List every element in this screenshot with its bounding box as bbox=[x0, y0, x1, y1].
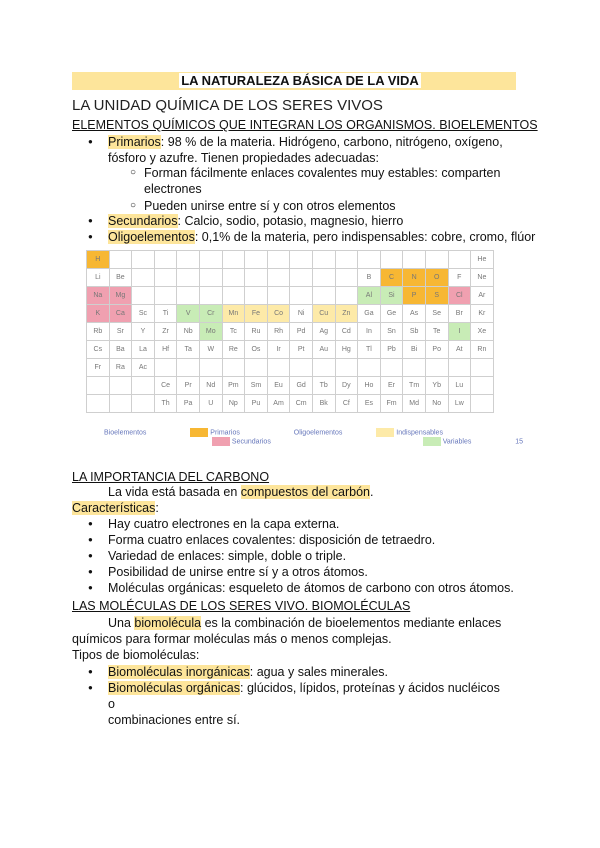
periodic-table-row bbox=[87, 287, 494, 305]
legend-swatch-variables bbox=[423, 437, 441, 446]
element-cell: V bbox=[177, 305, 200, 323]
empty-cell bbox=[312, 287, 335, 305]
element-cell: Ga bbox=[358, 305, 381, 323]
empty-cell bbox=[358, 359, 381, 377]
periodic-table-row bbox=[87, 269, 494, 287]
primarios-text: : 98 % de la materia. Hidrógeno, carbono, nitrógeno, oxígeno, fósforo y azufre. Tienen propiedades adecuadas: bbox=[108, 135, 503, 165]
empty-cell bbox=[312, 269, 335, 287]
empty-cell bbox=[199, 251, 222, 269]
empty-cell bbox=[245, 359, 268, 377]
empty-cell bbox=[132, 287, 155, 305]
empty-cell bbox=[199, 359, 222, 377]
element-cell: Rb bbox=[87, 323, 110, 341]
element-cell: Mn bbox=[222, 305, 245, 323]
secundarios-text: : Calcio, sodio, potasio, magnesio, hierro bbox=[177, 214, 404, 228]
empty-cell bbox=[154, 251, 177, 269]
element-cell: Th bbox=[154, 395, 177, 413]
element-cell: Tl bbox=[358, 341, 381, 359]
empty-cell bbox=[403, 359, 426, 377]
element-cell: Fm bbox=[380, 395, 403, 413]
element-cell: Ca bbox=[109, 305, 132, 323]
empty-cell bbox=[177, 359, 200, 377]
element-cell: Ra bbox=[109, 359, 132, 377]
carbono-intro-pre: La vida está basada en bbox=[108, 485, 241, 499]
element-cell: As bbox=[403, 305, 426, 323]
element-cell: Lw bbox=[448, 395, 471, 413]
periodic-table bbox=[86, 250, 494, 413]
section-heading-carbono: LA IMPORTANCIA DEL CARBONO bbox=[72, 470, 270, 484]
empty-cell bbox=[290, 287, 313, 305]
element-cell: U bbox=[199, 395, 222, 413]
element-cell: Tm bbox=[403, 377, 426, 395]
element-cell: K bbox=[87, 305, 110, 323]
legend-variables: Variables bbox=[442, 438, 472, 446]
primarios-label: Primarios bbox=[108, 135, 161, 149]
empty-cell bbox=[199, 287, 222, 305]
element-cell: H bbox=[87, 251, 110, 269]
element-cell: Bi bbox=[403, 341, 426, 359]
periodic-table-row bbox=[87, 395, 494, 413]
element-cell: Al bbox=[358, 287, 381, 305]
legend-swatch-secundarios bbox=[212, 437, 230, 446]
element-cell: Eu bbox=[267, 377, 290, 395]
element-cell: Ti bbox=[154, 305, 177, 323]
element-cell: Pb bbox=[380, 341, 403, 359]
carbono-intro-highlight: compuestos del carbón bbox=[240, 485, 370, 499]
page-title: LA NATURALEZA BÁSICA DE LA VIDA bbox=[181, 73, 419, 88]
element-cell: Mg bbox=[109, 287, 132, 305]
element-cell: Fe bbox=[245, 305, 268, 323]
element-cell: Hg bbox=[335, 341, 358, 359]
element-cell: W bbox=[199, 341, 222, 359]
inorganicas-label: Biomoléculas inorgánicas bbox=[108, 665, 250, 679]
empty-cell bbox=[267, 287, 290, 305]
inorganicas-text: : agua y sales minerales. bbox=[249, 665, 389, 679]
element-cell: Ar bbox=[471, 287, 494, 305]
legend-oligoelementos: Oligoelementos bbox=[293, 429, 343, 437]
element-cell: Pd bbox=[290, 323, 313, 341]
empty-cell bbox=[403, 251, 426, 269]
element-cell: Xe bbox=[471, 323, 494, 341]
empty-cell bbox=[245, 251, 268, 269]
list-item-organicas bbox=[90, 680, 510, 728]
tipos-biomoleculas: Tipos de biomoléculas: bbox=[72, 648, 200, 662]
element-cell: Md bbox=[403, 395, 426, 413]
element-cell: Ba bbox=[109, 341, 132, 359]
element-cell: Co bbox=[267, 305, 290, 323]
legend-swatch-primarios bbox=[190, 428, 208, 437]
empty-cell bbox=[245, 287, 268, 305]
empty-cell bbox=[267, 251, 290, 269]
empty-cell bbox=[312, 251, 335, 269]
empty-cell bbox=[267, 359, 290, 377]
oligo-label: Oligoelementos bbox=[108, 230, 195, 244]
element-cell: Sr bbox=[109, 323, 132, 341]
empty-cell bbox=[335, 287, 358, 305]
empty-cell bbox=[154, 359, 177, 377]
element-cell: Pr bbox=[177, 377, 200, 395]
list-item-primarios bbox=[90, 134, 530, 166]
empty-cell bbox=[199, 269, 222, 287]
organicas-label: Biomoléculas orgánicas bbox=[108, 681, 241, 695]
organicas-text: : glúcidos, lípidos, proteínas y ácidos nucléicos o bbox=[108, 681, 500, 711]
legend-bioelementos: Bioelementos bbox=[104, 429, 147, 437]
element-cell: Sb bbox=[403, 323, 426, 341]
empty-cell bbox=[177, 287, 200, 305]
empty-cell bbox=[448, 359, 471, 377]
carbono-intro-post: . bbox=[370, 485, 374, 499]
element-cell: Po bbox=[425, 341, 448, 359]
element-cell: He bbox=[471, 251, 494, 269]
element-cell: Ne bbox=[471, 269, 494, 287]
element-cell: Sn bbox=[380, 323, 403, 341]
element-cell: Os bbox=[245, 341, 268, 359]
biomolecula-pre: Una bbox=[108, 616, 135, 630]
element-cell: Ni bbox=[290, 305, 313, 323]
element-cell: Tc bbox=[222, 323, 245, 341]
element-cell: Li bbox=[87, 269, 110, 287]
element-cell: Zr bbox=[154, 323, 177, 341]
element-cell: Si bbox=[380, 287, 403, 305]
secundarios-label: Secundarios bbox=[108, 214, 178, 228]
periodic-table-row bbox=[87, 359, 494, 377]
biomolecula-paragraph-line2: químicos para formar moléculas más o menos complejas. bbox=[72, 632, 392, 646]
empty-cell bbox=[154, 287, 177, 305]
empty-cell bbox=[380, 359, 403, 377]
element-cell: Pm bbox=[222, 377, 245, 395]
list-item: ● Moléculas orgánicas: esqueleto de átomos de carbono con otros átomos. bbox=[90, 580, 514, 596]
empty-cell bbox=[471, 377, 494, 395]
empty-cell bbox=[290, 269, 313, 287]
empty-cell bbox=[312, 359, 335, 377]
element-cell: Tb bbox=[312, 377, 335, 395]
empty-cell bbox=[471, 359, 494, 377]
list-item-oligoelementos bbox=[90, 229, 535, 245]
legend-primarios: Primarios bbox=[210, 429, 240, 437]
element-cell: Cf bbox=[335, 395, 358, 413]
legend-swatch-indispensables bbox=[376, 428, 394, 437]
organicas-text-cont: combinaciones entre sí. bbox=[108, 713, 241, 727]
sub-item-unirse: ○ Pueden unirse entre sí y con otros elementos bbox=[130, 198, 396, 214]
element-cell: Lu bbox=[448, 377, 471, 395]
empty-cell bbox=[222, 287, 245, 305]
empty-cell bbox=[109, 251, 132, 269]
element-cell: F bbox=[448, 269, 471, 287]
empty-cell bbox=[132, 269, 155, 287]
element-cell: In bbox=[358, 323, 381, 341]
list-item-inorganicas bbox=[90, 664, 388, 680]
empty-cell bbox=[222, 251, 245, 269]
empty-cell bbox=[335, 359, 358, 377]
element-cell: At bbox=[448, 341, 471, 359]
element-cell: Am bbox=[267, 395, 290, 413]
element-cell: Pt bbox=[290, 341, 313, 359]
page-number: 15 bbox=[515, 438, 524, 446]
periodic-table-legend bbox=[104, 428, 523, 446]
element-cell: La bbox=[132, 341, 155, 359]
element-cell: Dy bbox=[335, 377, 358, 395]
element-cell: Ce bbox=[154, 377, 177, 395]
element-cell: Te bbox=[425, 323, 448, 341]
element-cell: Rn bbox=[471, 341, 494, 359]
element-cell: Mo bbox=[199, 323, 222, 341]
legend-secundarios: Secundarios bbox=[231, 438, 271, 446]
element-cell: Ho bbox=[358, 377, 381, 395]
empty-cell bbox=[358, 251, 381, 269]
section-heading-bioelementos: ELEMENTOS QUÍMICOS QUE INTEGRAN LOS ORGANISMOS. BIOELEMENTOS bbox=[72, 118, 538, 132]
periodic-table-row bbox=[87, 251, 494, 269]
empty-cell bbox=[109, 395, 132, 413]
caracteristicas-colon: : bbox=[155, 501, 159, 515]
element-cell: Kr bbox=[471, 305, 494, 323]
empty-cell bbox=[87, 395, 110, 413]
empty-cell bbox=[267, 269, 290, 287]
empty-cell bbox=[132, 377, 155, 395]
list-item: ● Hay cuatro electrones en la capa externa. bbox=[90, 516, 339, 532]
element-cell: Be bbox=[109, 269, 132, 287]
element-cell: Sc bbox=[132, 305, 155, 323]
element-cell: Br bbox=[448, 305, 471, 323]
empty-cell bbox=[425, 359, 448, 377]
empty-cell bbox=[425, 251, 448, 269]
element-cell: Pu bbox=[245, 395, 268, 413]
biomolecula-highlight: biomolécula bbox=[134, 616, 202, 630]
element-cell: Au bbox=[312, 341, 335, 359]
element-cell: Gd bbox=[290, 377, 313, 395]
element-cell: Ir bbox=[267, 341, 290, 359]
empty-cell bbox=[335, 269, 358, 287]
element-cell: B bbox=[358, 269, 381, 287]
element-cell: Pa bbox=[177, 395, 200, 413]
element-cell: S bbox=[425, 287, 448, 305]
empty-cell bbox=[290, 359, 313, 377]
legend-indispensables: Indispensables bbox=[396, 429, 443, 437]
periodic-table-row bbox=[87, 305, 494, 323]
empty-cell bbox=[154, 269, 177, 287]
list-item: ● Forma cuatro enlaces covalentes: disposición de tetraedro. bbox=[90, 532, 435, 548]
caracteristicas-text: Características bbox=[72, 501, 156, 515]
element-cell: Ge bbox=[380, 305, 403, 323]
empty-cell bbox=[222, 359, 245, 377]
element-cell: N bbox=[403, 269, 426, 287]
element-cell: Zn bbox=[335, 305, 358, 323]
periodic-table-row bbox=[87, 377, 494, 395]
sub-item-enlaces: ○ Forman fácilmente enlaces covalentes muy estables: comparten electrones bbox=[130, 165, 524, 197]
element-cell: Ag bbox=[312, 323, 335, 341]
element-cell: Ac bbox=[132, 359, 155, 377]
empty-cell bbox=[471, 395, 494, 413]
carbono-intro bbox=[108, 485, 373, 499]
empty-cell bbox=[335, 251, 358, 269]
element-cell: Cu bbox=[312, 305, 335, 323]
subtitle: LA UNIDAD QUÍMICA DE LOS SERES VIVOS bbox=[72, 97, 383, 114]
element-cell: Sm bbox=[245, 377, 268, 395]
element-cell: Nd bbox=[199, 377, 222, 395]
element-cell: Y bbox=[132, 323, 155, 341]
element-cell: Cr bbox=[199, 305, 222, 323]
element-cell: C bbox=[380, 269, 403, 287]
element-cell: Hf bbox=[154, 341, 177, 359]
section-heading-biomoleculas: LAS MOLÉCULAS DE LOS SERES VIVO. BIOMOLÉCULAS bbox=[72, 599, 411, 613]
element-cell: Yb bbox=[425, 377, 448, 395]
empty-cell bbox=[132, 395, 155, 413]
caracteristicas-label bbox=[72, 501, 159, 515]
element-cell: Er bbox=[380, 377, 403, 395]
element-cell: No bbox=[425, 395, 448, 413]
element-cell: Cd bbox=[335, 323, 358, 341]
element-cell: Ta bbox=[177, 341, 200, 359]
element-cell: I bbox=[448, 323, 471, 341]
element-cell: Es bbox=[358, 395, 381, 413]
empty-cell bbox=[177, 269, 200, 287]
empty-cell bbox=[245, 269, 268, 287]
biomolecula-line1-text: es la combinación de bioelementos mediante enlaces bbox=[201, 616, 502, 630]
list-item: ● Variedad de enlaces: simple, doble o triple. bbox=[90, 548, 346, 564]
list-item: ● Posibilidad de unirse entre sí y a otros átomos. bbox=[90, 564, 368, 580]
element-cell: Ru bbox=[245, 323, 268, 341]
element-cell: Re bbox=[222, 341, 245, 359]
element-cell: Cm bbox=[290, 395, 313, 413]
list-item-secundarios bbox=[90, 213, 403, 229]
element-cell: Np bbox=[222, 395, 245, 413]
element-cell: P bbox=[403, 287, 426, 305]
element-cell: Se bbox=[425, 305, 448, 323]
element-cell: Bk bbox=[312, 395, 335, 413]
empty-cell bbox=[448, 251, 471, 269]
empty-cell bbox=[132, 251, 155, 269]
element-cell: Rh bbox=[267, 323, 290, 341]
periodic-table-row bbox=[87, 341, 494, 359]
empty-cell bbox=[177, 251, 200, 269]
empty-cell bbox=[290, 251, 313, 269]
element-cell: Fr bbox=[87, 359, 110, 377]
empty-cell bbox=[87, 377, 110, 395]
empty-cell bbox=[380, 251, 403, 269]
element-cell: Nb bbox=[177, 323, 200, 341]
periodic-table-row bbox=[87, 323, 494, 341]
biomolecula-paragraph-line1 bbox=[108, 616, 501, 630]
empty-cell bbox=[222, 269, 245, 287]
element-cell: O bbox=[425, 269, 448, 287]
element-cell: Na bbox=[87, 287, 110, 305]
empty-cell bbox=[109, 377, 132, 395]
element-cell: Cl bbox=[448, 287, 471, 305]
oligo-text: : 0,1% de la materia, pero indispensables: cobre, cromo, flúor bbox=[194, 230, 536, 244]
element-cell: Cs bbox=[87, 341, 110, 359]
